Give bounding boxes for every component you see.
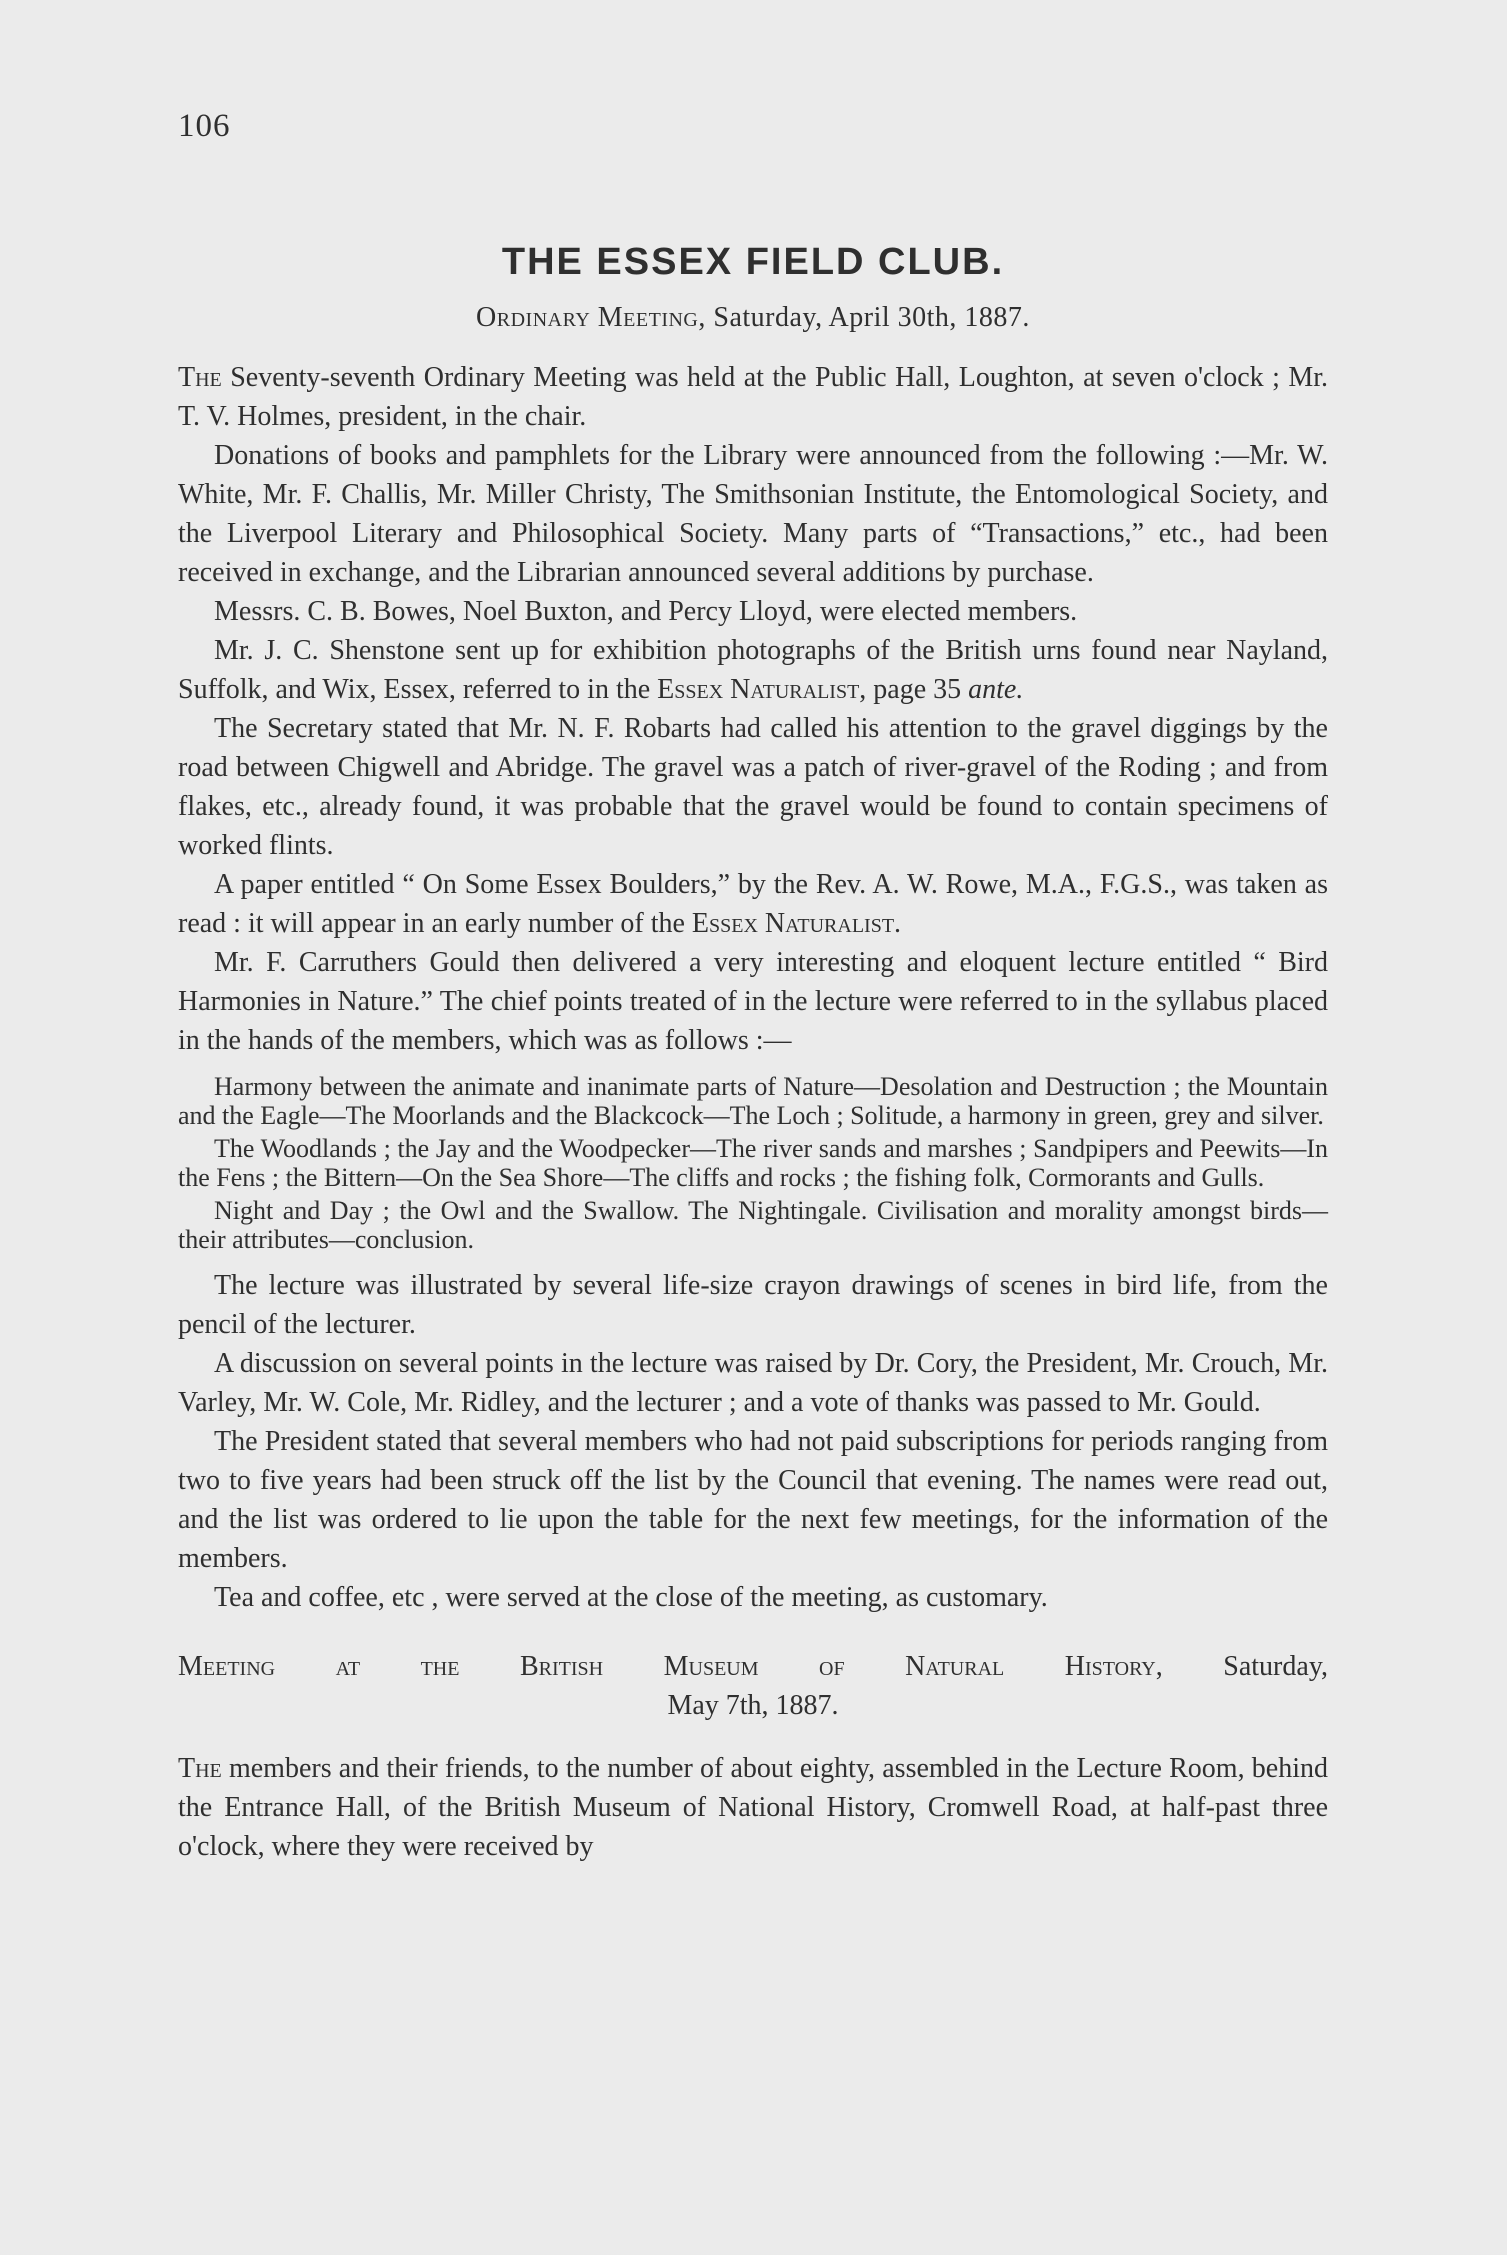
paragraph: The President stated that several members who had not paid subscriptions for periods ranging from two to five years had been struck off the list by the Council that evening. The names were read out, and the list was ordered to lie upon the table for the next few meetings, for the information of the members. xyxy=(178,1426,1328,1574)
paragraph: Donations of books and pamphlets for the Library were announced from the following :—Mr. W. White, Mr. F. Challis, Mr. Miller Christy, The Smithsonian Institute, the Entomological Society, and the Liverpool Literary and Philosophical Society. Many parts of “Transactions,” etc., had been received in exchange, and the Librarian announced several additions by purchase. xyxy=(178,440,1328,588)
paragraph-text: . xyxy=(894,908,902,939)
lead-word: The xyxy=(178,362,222,393)
journal-name: Essex Naturalist xyxy=(657,674,860,705)
meeting-heading-2 xyxy=(178,1647,1328,1686)
paragraph-text: members and their friends, to the number of about eighty, assembled in the Lecture Room, behind the Entrance Hall, of the British Museum of National History, Cromwell Road, at half-past three o'clock, where they were received by xyxy=(178,1753,1328,1862)
meeting-date: Saturday, April 30th, 1887. xyxy=(713,302,1030,333)
paragraph xyxy=(178,358,1328,436)
meeting-name: Meeting at the British Museum of Natural History, xyxy=(178,1651,1163,1682)
syllabus-item: The Woodlands ; the Jay and the Woodpecker—The river sands and marshes ; Sandpipers and Peewits—In the Fens ; the Bittern—On the Sea Shore—The cliffs and rocks ; the fishing folk, Cormorants and Gulls. xyxy=(178,1134,1328,1192)
lead-word: The xyxy=(178,1753,222,1784)
paragraph: The Secretary stated that Mr. N. F. Robarts had called his attention to the gravel diggings by the road between Chigwell and Abridge. The gravel was a patch of river-gravel of the Roding ; and from flakes, etc., already found, it was probable that the gravel would be found to contain specimens of worked flints. xyxy=(178,713,1328,861)
syllabus-item: Night and Day ; the Owl and the Swallow. The Nightingale. Civilisation and morality amongst birds—their attributes—conclusion. xyxy=(178,1196,1328,1254)
page-title: THE ESSEX FIELD CLUB. xyxy=(501,241,1005,283)
paragraph: The lecture was illustrated by several life-size crayon drawings of scenes in bird life, from the pencil of the lecturer. xyxy=(178,1270,1328,1340)
meeting-heading-1 xyxy=(178,300,1328,336)
paragraph: Mr. F. Carruthers Gould then delivered a very interesting and eloquent lecture entitled “ Bird Harmonies in Nature.” The chief points treated of in the lecture were referred to in the syllabus placed in the hands of the members, which was as follows :— xyxy=(178,947,1328,1056)
meeting-date-part: Saturday, xyxy=(1223,1651,1328,1682)
journal-name: Essex Naturalist xyxy=(691,908,895,939)
paragraph xyxy=(178,631,1328,709)
meeting-name: Ordinary Meeting, xyxy=(476,302,706,333)
paragraph-text: Mr. J. C. Shenstone sent up for exhibition photographs of the British urns found near Nayland, Suffolk, and Wix, Essex, referred to in the xyxy=(178,635,1328,705)
text-column xyxy=(178,238,1328,1866)
syllabus xyxy=(178,1072,1328,1254)
paragraph xyxy=(178,865,1328,943)
paragraph-text: Seventy-seventh Ordinary Meeting was held at the Public Hall, Loughton, at seven o'clock ; Mr. T. V. Holmes, president, in the chair. xyxy=(178,362,1328,432)
meeting-date-line: May 7th, 1887. xyxy=(667,1690,839,1721)
syllabus-item: Harmony between the animate and inanimate parts of Nature—Desolation and Destruction ; the Mountain and the Eagle—The Moorlands and the Blackcock—The Loch ; Solitude, a harmony in green, grey and silver. xyxy=(178,1072,1328,1130)
italic-text: ante. xyxy=(968,674,1024,705)
paragraph: Messrs. C. B. Bowes, Noel Buxton, and Percy Lloyd, were elected members. xyxy=(214,596,1078,627)
paragraph: Tea and coffee, etc , were served at the close of the meeting, as customary. xyxy=(214,1582,1048,1613)
paragraph-text: A paper entitled “ On Some Essex Boulders,” by the Rev. A. W. Rowe, M.A., F.G.S., was taken as read : it will appear in an early number of the xyxy=(178,869,1328,939)
paragraph: A discussion on several points in the lecture was raised by Dr. Cory, the President, Mr. Crouch, Mr. Varley, Mr. W. Cole, Mr. Ridley, and the lecturer ; and a vote of thanks was passed to Mr. Gould. xyxy=(178,1348,1328,1418)
section-gap xyxy=(178,1617,1328,1647)
paragraph xyxy=(178,1749,1328,1866)
page-number: 106 xyxy=(178,108,231,144)
paragraph-text: , page 35 xyxy=(859,674,969,705)
